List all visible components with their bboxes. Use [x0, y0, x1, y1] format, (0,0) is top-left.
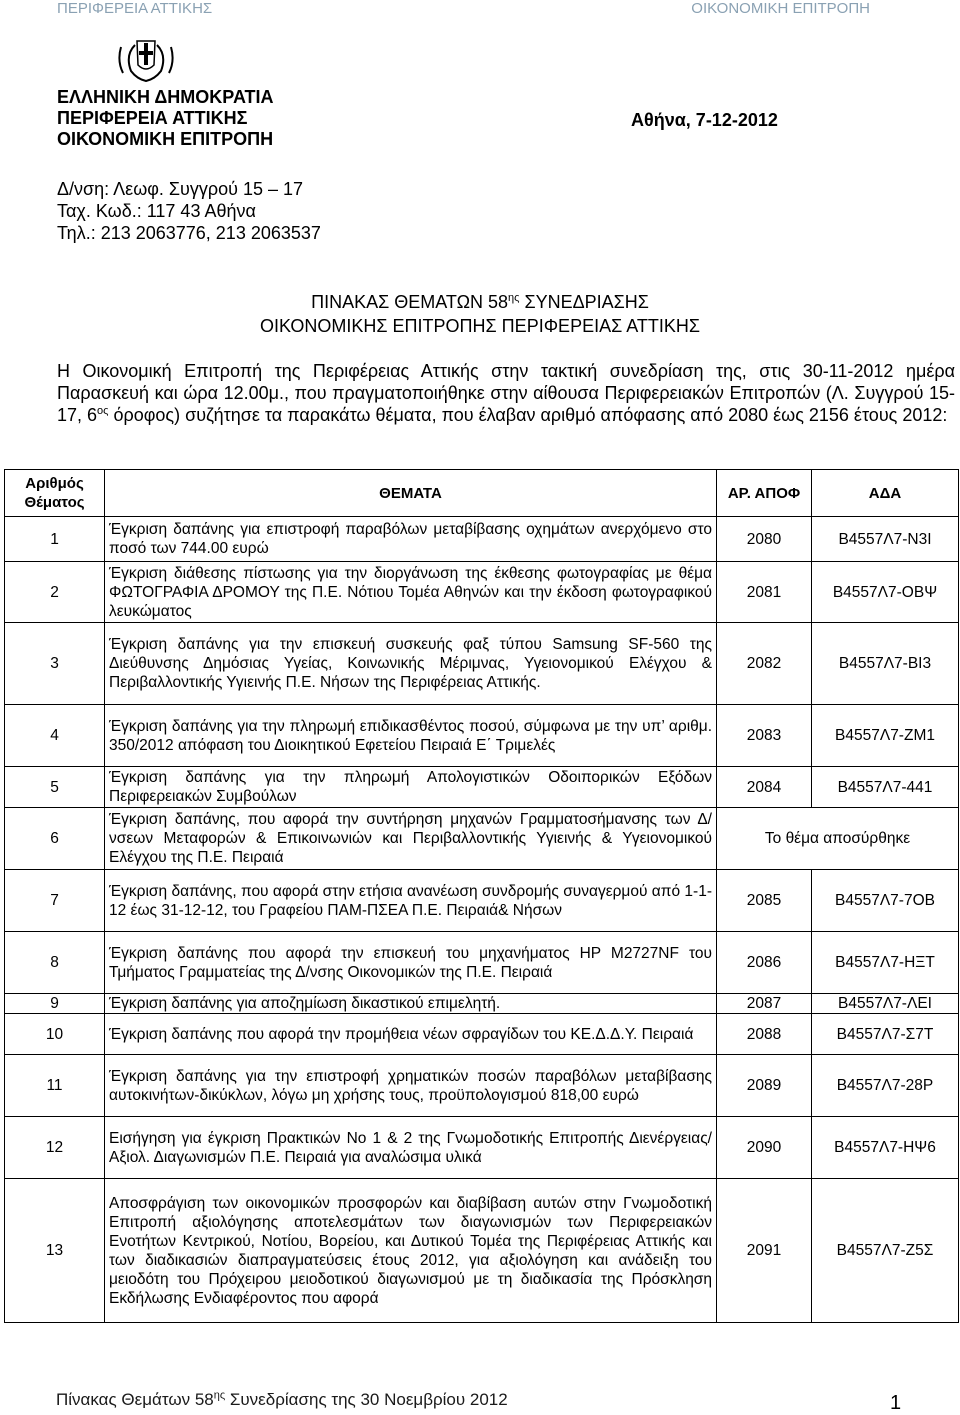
topic-number: 7	[5, 870, 105, 932]
table-row	[5, 1179, 959, 1323]
table-row	[5, 562, 959, 623]
table-row	[5, 932, 959, 994]
header-republic: ΕΛΛΗΝΙΚΗ ΔΗΜΟΚΡΑΤΙΑ	[57, 87, 274, 107]
topic-subject: Έγκριση δαπάνης για επιστροφή παραβόλων μεταβίβασης οχημάτων ανερχόμενο στο ποσό των 744.00 ευρώ	[105, 517, 717, 562]
header-region: ΠΕΡΙΦΕΡΕΙΑ ΑΤΤΙΚΗΣ	[57, 108, 248, 128]
ada-code: Β4557Λ7-ΒΙ3	[812, 623, 959, 705]
table-row	[5, 517, 959, 562]
table-row	[5, 1117, 959, 1179]
table-row	[5, 767, 959, 808]
postal-code-line: Ταχ. Κωδ.: 117 43 Αθήνα	[57, 201, 256, 221]
band-left-text: ΠΕΡΙΦΕΡΕΙΑ ΑΤΤΙΚΗΣ	[57, 0, 213, 17]
topics-table	[4, 469, 959, 1323]
document-date: Αθήνα, 7-12-2012	[631, 110, 778, 130]
ada-code: Β4557Λ7-ΗΞΤ	[812, 932, 959, 994]
decision-number: 2081	[717, 562, 812, 623]
topic-number: 4	[5, 705, 105, 767]
table-row	[5, 808, 959, 870]
table-row	[5, 1014, 959, 1055]
header-ada: ΑΔΑ	[812, 470, 959, 517]
decision-number: 2084	[717, 767, 812, 808]
topic-subject: Έγκριση διάθεσης πίστωσης για την διοργάνωση της έκθεσης φωτογραφίας με θέμα ΦΩΤΟΓΡΑΦΙΑ ΔΡΟΜΟΥ της Π.Ε. Νότιου Τομέα Αθηνών και την έκδοση φωτογραφικού λευκώματος	[105, 562, 717, 623]
topic-subject: Έγκριση δαπάνης, που αφορά στην ετήσια ανανέωση συνδρομής συναγερμού από 1-1-12 έως 31-12-12, του Γραφείου ΠΑΜ-ΠΣΕΑ Π.Ε. Πειραιά& Νήσων	[105, 870, 717, 932]
header-subject: ΘΕΜΑΤΑ	[105, 470, 717, 517]
phone-line: Τηλ.: 213 2063776, 213 2063537	[57, 223, 321, 243]
ada-code: Β4557Λ7-ΗΨ6	[812, 1117, 959, 1179]
topic-subject: Έγκριση δαπάνης για την επιστροφή χρηματικών ποσών παραβόλων μεταβίβασης αυτοκινήτων-δικύκλων, λόγω μη χρήσης τους, προϋπολογισμού 818,00 ευρώ	[105, 1055, 717, 1117]
ada-code: Β4557Λ7-441	[812, 767, 959, 808]
table-row	[5, 870, 959, 932]
document-title: ΠΙΝΑΚΑΣ ΘΕΜΑΤΩΝ $58^{\eta\varsigma}$ ΣΥΝΕΔΡΙΑΣΗΣ	[311, 292, 649, 312]
topic-subject: Έγκριση δαπάνης που αφορά την επισκευή του μηχανήματος HP M2727NF του Τμήματος Γραμματείας της Δ/νσης Οικονομικών της Π.Ε. Πειραιά	[105, 932, 717, 994]
topic-number: 9	[5, 994, 105, 1014]
ada-code: Β4557Λ7-28Ρ	[812, 1055, 959, 1117]
decision-number: 2080	[717, 517, 812, 562]
greek-coat-of-arms-icon	[115, 35, 177, 83]
ada-code: Β4557Λ7-ΟΒΨ	[812, 562, 959, 623]
topic-number: 5	[5, 767, 105, 808]
decision-number: 2085	[717, 870, 812, 932]
topic-subject: Έγκριση δαπάνης για την πληρωμή Απολογιστικών Οδοιπορικών Εξόδων Περιφερειακών Συμβούλων	[105, 767, 717, 808]
decision-number: 2089	[717, 1055, 812, 1117]
ada-code: Β4557Λ7-Ζ5Σ	[812, 1179, 959, 1323]
table-header-row	[5, 470, 959, 517]
header-decision: ΑΡ. ΑΠΟΦ	[717, 470, 812, 517]
topic-number: 6	[5, 808, 105, 870]
topic-number: 10	[5, 1014, 105, 1055]
decision-number: 2088	[717, 1014, 812, 1055]
topic-subject: Έγκριση δαπάνης για την πληρωμή επιδικασθέντος ποσού, σύμφωνα με την υπ’ αριθμ. 350/2012 απόφαση του Διοικητικού Εφετείου Πειραιά Ε΄ Τριμελές	[105, 705, 717, 767]
topic-subject: Έγκριση δαπάνης που αφορά την προμήθεια νέων σφραγίδων του ΚΕ.Δ.Δ.Υ. Πειραιά	[105, 1014, 717, 1055]
topic-subject: Έγκριση δαπάνης για την επισκευή συσκευής φαξ τύπου Samsung SF-560 της Διεύθυνσης Δημόσιας Υγείας, Κοινωνικής Μέριμνας, Υγειονομικού Ελέγχου & Περιβαλλοντικής Υγιεινής Π.Ε. Νήσων της Περιφέρειας Αττικής.	[105, 623, 717, 705]
band-right-text: ΟΙΚΟΝΟΜΙΚΗ ΕΠΙΤΡΟΠΗ	[691, 0, 870, 17]
table-row	[5, 623, 959, 705]
topic-subject: Έγκριση δαπάνης, που αφορά την συντήρηση μηχανών Γραμματοσήμανσης των Δ/νσεων Μεταφορών & Επικοινωνιών και Περιβαλλοντικής Υγιεινής & Υγειονομικού Ελέγχου της Π.Ε. Πειραιά	[105, 808, 717, 870]
decision-number: 2090	[717, 1117, 812, 1179]
topic-number: 3	[5, 623, 105, 705]
decision-number: 2086	[717, 932, 812, 994]
address-line: Δ/νση: Λεωφ. Συγγρού 15 – 17	[57, 179, 304, 199]
table-row	[5, 705, 959, 767]
topic-number: 2	[5, 562, 105, 623]
header-committee: ΟΙΚΟΝΟΜΙΚΗ ΕΠΙΤΡΟΠΗ	[57, 129, 274, 149]
ada-code: Β4557Λ7-Σ7Τ	[812, 1014, 959, 1055]
topic-number: 12	[5, 1117, 105, 1179]
document-subtitle: ΟΙΚΟΝΟΜΙΚΗΣ ΕΠΙΤΡΟΠΗΣ ΠΕΡΙΦΕΡΕΙΑΣ ΑΤΤΙΚΗΣ	[259, 316, 701, 336]
decision-number: 2082	[717, 623, 812, 705]
topic-subject: Αποσφράγιση των οικονομικών προσφορών και διαβίβαση αυτών στην Γνωμοδοτική Επιτροπή αξιολόγησης αποτελεσμάτων των διαγωνισμών των Περιφερειακών Ενοτήτων Κεντρικού, Νοτίου, Βορείου, και Δυτικού Τομέα της Περιφέρειας Αττικής και των διαδικασιών διαπραγματεύσεις έτους 2012, για αξιολόγηση και ανάδειξη του μειοδότη του Πρόχειρου μειοδοτικού διαγωνισμού με τη διαδικασία της Πρόσκληση Εκδήλωσης Ενδιαφέροντος που αφορά	[105, 1179, 717, 1323]
table-row	[5, 1055, 959, 1117]
page-number: 1	[890, 1392, 902, 1414]
topic-subject: Έγκριση δαπάνης για αποζημίωση δικαστικού επιμελητή.	[105, 994, 717, 1014]
topic-number: 8	[5, 932, 105, 994]
decision-number: 2091	[717, 1179, 812, 1323]
ada-code: Β4557Λ7-ΖΜ1	[812, 705, 959, 767]
topic-number: 13	[5, 1179, 105, 1323]
ada-code: Β4557Λ7-7ΟΒ	[812, 870, 959, 932]
ada-code: Β4557Λ7-Ν3Ι	[812, 517, 959, 562]
header-num: Αριθμός Θέματος	[5, 470, 105, 517]
decision-number: 2083	[717, 705, 812, 767]
decision-number: 2087	[717, 994, 812, 1014]
table-row	[5, 994, 959, 1014]
topic-subject: Εισήγηση για έγκριση Πρακτικών Νο 1 & 2 της Γνωμοδοτικής Επιτροπής Διενέργειας/Αξιολ. Διαγωνισμών Π.Ε. Πειραιά για αναλώσιμα υλικά	[105, 1117, 717, 1179]
top-header-band	[0, 0, 960, 18]
withdrawn-note: Το θέμα αποσύρθηκε	[717, 808, 959, 870]
topic-number: 11	[5, 1055, 105, 1117]
footer-text: Πίνακας Θεμάτων $58^{\eta\varsigma}$ Συνεδρίασης της 30 Νοεμβρίου 2012	[56, 1389, 508, 1409]
topic-number: 1	[5, 517, 105, 562]
intro-paragraph: Η Οικονομική Επιτροπή της Περιφέρειας Αττικής στην τακτική συνεδρίαση της, στις 30-11-2012 ημέρα Παρασκευή και ώρα 12.00μ., που πραγματοποιήθηκε στην αίθουσα Περιφερειακών Επιτροπών (Λ. Συγγρού 15-17, $6^{o\varsigma}$ όροφος) συζήτησε τα παρακάτω θέματα, που έλαβαν αριθμό απόφασης από 2080 έως 2156 έτους 2012:	[57, 361, 955, 425]
ada-code: Β4557Λ7-ΛΕΙ	[812, 994, 959, 1014]
